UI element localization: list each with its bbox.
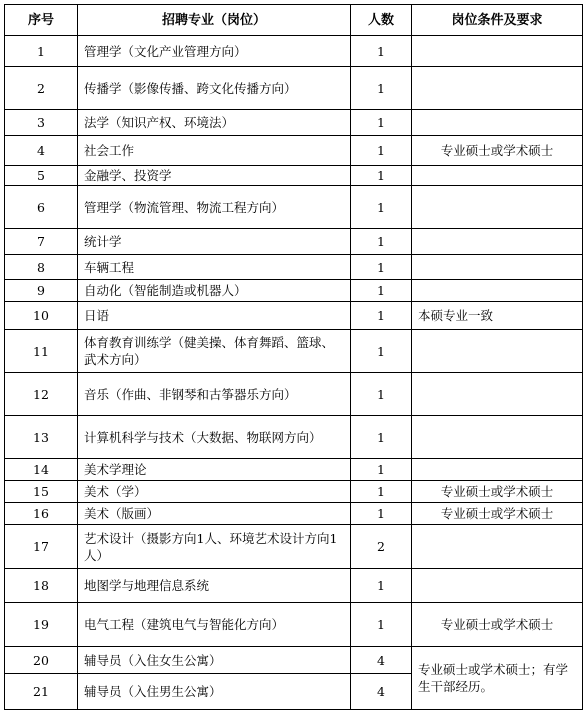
row-count: 1: [351, 302, 412, 330]
header-major: 招聘专业（岗位）: [78, 5, 351, 36]
row-major: 美术（版画）: [78, 503, 351, 525]
row-index: 15: [5, 481, 78, 503]
row-requirement: [412, 255, 583, 280]
row-count: 1: [351, 166, 412, 186]
table-header-row: [5, 5, 583, 36]
row-index: 7: [5, 229, 78, 255]
row-index: 19: [5, 603, 78, 647]
table-row: [5, 67, 583, 110]
table-row: [5, 136, 583, 166]
row-major: 法学（知识产权、环境法）: [78, 110, 351, 136]
row-major: 辅导员（入住男生公寓）: [78, 674, 351, 710]
row-major: 管理学（文化产业管理方向）: [78, 36, 351, 67]
row-index: 13: [5, 416, 78, 459]
row-index: 10: [5, 302, 78, 330]
table-row: [5, 255, 583, 280]
row-major: 传播学（影像传播、跨文化传播方向）: [78, 67, 351, 110]
row-requirement: 本硕专业一致: [412, 302, 583, 330]
row-major: 地图学与地理信息系统: [78, 569, 351, 603]
row-count: 1: [351, 481, 412, 503]
row-major: 美术（学）: [78, 481, 351, 503]
row-requirement: 专业硕士或学术硕士: [412, 503, 583, 525]
table-row: [5, 481, 583, 503]
row-major: 艺术设计（摄影方向1人、环境艺术设计方向1人）: [78, 525, 351, 569]
row-index: 11: [5, 330, 78, 373]
row-count: 1: [351, 330, 412, 373]
row-count: 1: [351, 459, 412, 481]
row-requirement: [412, 67, 583, 110]
table-row: [5, 569, 583, 603]
table-row: [5, 302, 583, 330]
table-row: [5, 166, 583, 186]
table-row: [5, 459, 583, 481]
row-requirement: [412, 110, 583, 136]
table-row: [5, 186, 583, 229]
row-index: 2: [5, 67, 78, 110]
row-requirement: [412, 166, 583, 186]
row-index: 20: [5, 647, 78, 674]
header-index: 序号: [5, 5, 78, 36]
row-count: 4: [351, 647, 412, 674]
row-count: 1: [351, 569, 412, 603]
row-index: 4: [5, 136, 78, 166]
row-count: 1: [351, 229, 412, 255]
row-index: 1: [5, 36, 78, 67]
row-major: 自动化（智能制造或机器人）: [78, 280, 351, 302]
row-requirement: 专业硕士或学术硕士；有学生干部经历。: [412, 647, 583, 710]
row-requirement: [412, 373, 583, 416]
row-requirement: [412, 36, 583, 67]
row-requirement: 专业硕士或学术硕士: [412, 136, 583, 166]
row-requirement: [412, 280, 583, 302]
table-row: [5, 280, 583, 302]
row-index: 12: [5, 373, 78, 416]
row-major: 音乐（作曲、非钢琴和古筝器乐方向）: [78, 373, 351, 416]
row-index: 14: [5, 459, 78, 481]
row-requirement: [412, 416, 583, 459]
row-count: 2: [351, 525, 412, 569]
row-major: 社会工作: [78, 136, 351, 166]
row-requirement: [412, 569, 583, 603]
recruitment-table-wrapper: [4, 4, 583, 710]
row-index: 17: [5, 525, 78, 569]
row-requirement: 专业硕士或学术硕士: [412, 603, 583, 647]
row-major: 管理学（物流管理、物流工程方向）: [78, 186, 351, 229]
row-major: 体育教育训练学（健美操、体育舞蹈、篮球、武术方向）: [78, 330, 351, 373]
row-major: 日语: [78, 302, 351, 330]
table-row: [5, 503, 583, 525]
table-row: [5, 373, 583, 416]
row-major: 计算机科学与技术（大数据、物联网方向）: [78, 416, 351, 459]
row-index: 18: [5, 569, 78, 603]
row-count: 1: [351, 186, 412, 229]
table-row: [5, 603, 583, 647]
row-major: 辅导员（入住女生公寓）: [78, 647, 351, 674]
row-count: 1: [351, 603, 412, 647]
header-count: 人数: [351, 5, 412, 36]
row-index: 21: [5, 674, 78, 710]
row-index: 3: [5, 110, 78, 136]
row-major: 美术学理论: [78, 459, 351, 481]
row-requirement: [412, 525, 583, 569]
row-count: 1: [351, 373, 412, 416]
table-row: [5, 330, 583, 373]
row-major: 金融学、投资学: [78, 166, 351, 186]
row-count: 1: [351, 67, 412, 110]
row-index: 6: [5, 186, 78, 229]
row-index: 9: [5, 280, 78, 302]
row-major: 车辆工程: [78, 255, 351, 280]
table-row: [5, 525, 583, 569]
row-index: 5: [5, 166, 78, 186]
row-count: 4: [351, 674, 412, 710]
row-count: 1: [351, 255, 412, 280]
row-count: 1: [351, 136, 412, 166]
row-major: 电气工程（建筑电气与智能化方向）: [78, 603, 351, 647]
row-count: 1: [351, 503, 412, 525]
table-row: [5, 229, 583, 255]
row-requirement: 专业硕士或学术硕士: [412, 481, 583, 503]
row-count: 1: [351, 280, 412, 302]
header-requirements: 岗位条件及要求: [412, 5, 583, 36]
table-row: [5, 416, 583, 459]
row-count: 1: [351, 110, 412, 136]
row-count: 1: [351, 36, 412, 67]
row-requirement: [412, 459, 583, 481]
row-count: 1: [351, 416, 412, 459]
row-index: 8: [5, 255, 78, 280]
row-index: 16: [5, 503, 78, 525]
row-requirement: [412, 330, 583, 373]
recruitment-table: [4, 4, 583, 710]
table-row: [5, 36, 583, 67]
row-requirement: [412, 186, 583, 229]
row-major: 统计学: [78, 229, 351, 255]
table-row: [5, 647, 583, 674]
table-row: [5, 110, 583, 136]
row-requirement: [412, 229, 583, 255]
